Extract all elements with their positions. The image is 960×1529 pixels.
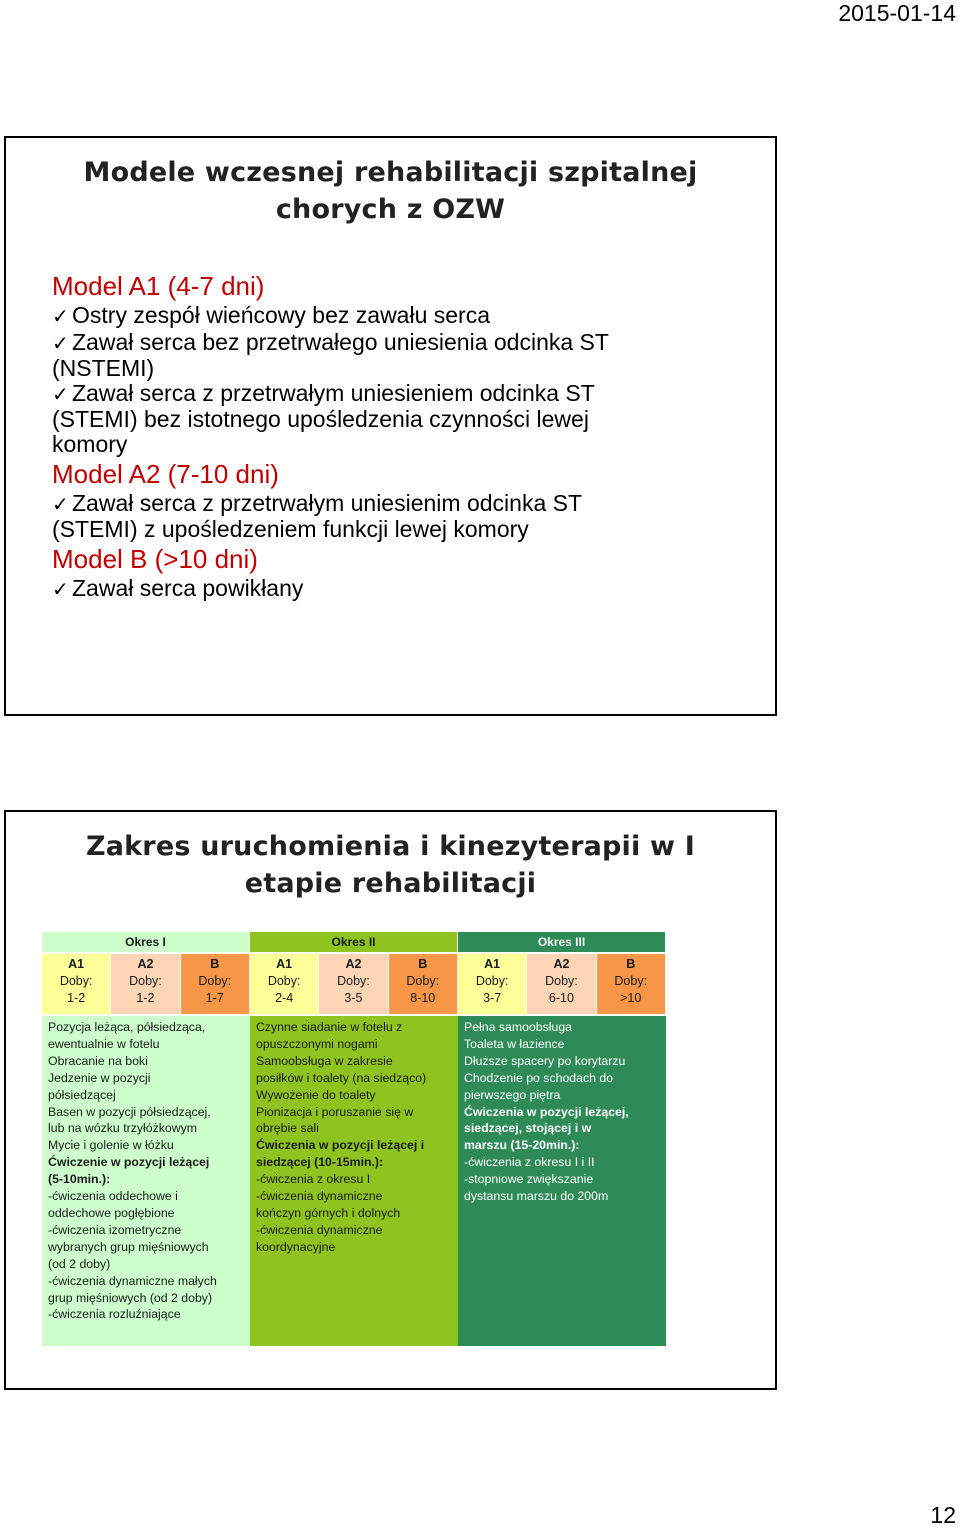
model-name: A2 [345,957,362,971]
bullet-text: Zawał serca z przetrwałym uniesienim odcinka ST [72,489,583,516]
model-days: 8-10 [410,991,436,1005]
column-line: (od 2 doby) [48,1256,111,1271]
model-cell [527,954,596,1014]
column-line: -stopniowe zwiększanie [464,1172,594,1187]
model-days: Doby: [614,974,648,988]
column-line: siedzącej (10-15min.): [256,1155,384,1170]
model-days: Doby: [475,974,509,988]
model-cell [181,954,250,1014]
model-name: A1 [484,957,501,971]
model-cell [319,954,388,1014]
model-heading: Model A1 (4-7 dni) [52,271,265,301]
model-days: 1-2 [136,991,155,1005]
bullet-text: Zawał serca bez przetrwałego uniesienia odcinka ST [72,328,609,355]
column-line: Pionizacja i poruszanie się w [256,1104,414,1119]
bullet-text: (STEMI) bez istotnego upośledzenia czynności lewej [52,406,589,433]
column-line: pierwszego piętra [464,1087,561,1102]
model-days: 3-7 [483,991,502,1005]
column-line: -ćwiczenia dynamiczne małych [48,1273,217,1288]
bullet-item [52,381,692,408]
bullet-text: (NSTEMI) [52,355,155,382]
bullet-continuation [52,407,692,432]
slide-rehab-table [4,810,777,1390]
slide-body [52,269,692,602]
column-line: Pełna samoobsługa [464,1020,573,1034]
bullet-continuation [52,356,692,381]
column-line: -ćwiczenia oddechowe i [48,1189,178,1204]
column-line: Ćwiczenia w pozycji leżącej i [256,1138,425,1153]
column-line: wybranych grup mięśniowych [48,1239,209,1254]
column-line: (5-10min.): [48,1172,111,1187]
column-line: -ćwiczenia z okresu I i II [464,1155,595,1170]
model-name: A1 [68,957,85,971]
column-line: -ćwiczenia dynamiczne [256,1222,383,1237]
model-days: Doby: [59,974,93,988]
column-line: lub na wózku trzyłóżkowym [48,1121,197,1136]
column-line: półsiedzącej [48,1087,116,1102]
bullet-continuation [52,517,692,542]
rehab-table [42,932,666,1348]
column-line: Samoobsługa w zakresie [256,1053,393,1068]
checkmark-icon: ✓ [52,306,69,328]
model-days: Doby: [337,974,370,988]
bullet-text: (STEMI) z upośledzeniem funkcji lewej komory [52,516,529,543]
column-line: Dłuższe spacery po korytarzu [464,1053,626,1068]
model-name: B [626,957,636,971]
checkmark-icon: ✓ [52,493,69,516]
checkmark-icon: ✓ [52,383,69,406]
bullet-item [52,330,692,357]
model-name: B [418,957,428,971]
model-days: 3-5 [344,991,363,1005]
bullet-item [52,303,692,330]
column-line: koordynacyjne [256,1239,336,1254]
model-cell [42,954,111,1014]
period-header: Okres I [42,932,250,952]
column-line: oddechowe pogłębione [48,1205,175,1220]
column-line: Chodzenie po schodach do [464,1070,614,1085]
column-line: Pozycja leżąca, półsiedząca, [48,1020,206,1034]
header-date: 2015-01-14 [838,0,956,26]
period-header: Okres II [250,932,458,952]
column-line: obrębie sali [256,1121,319,1136]
column-line: grup mięśniowych (od 2 doby) [48,1290,213,1305]
column-line: Basen w pozycji półsiedzącej, [48,1104,211,1119]
model-days: Doby: [267,974,301,988]
model-days: Doby: [198,974,232,988]
column-line: siedzącej, stojącej i w [464,1121,592,1136]
model-name: A2 [137,957,154,971]
model-heading: Model A2 (7-10 dni) [52,458,279,489]
model-name: A1 [276,957,293,971]
column-line: kończyn górnych i dolnych [256,1205,401,1220]
model-days: 6-10 [548,991,574,1005]
model-days: Doby: [406,974,440,988]
model-cell [111,954,180,1014]
column-line: Czynne siadanie w fotelu z [256,1020,403,1034]
column-line: ewentualnie w fotelu [48,1036,160,1051]
model-days: 1-7 [205,991,224,1005]
slide-title [6,154,775,228]
column-line: marszu (15-20min.): [464,1138,580,1153]
column-line: -ćwiczenia izometryczne [48,1222,182,1237]
model-cell [458,954,527,1014]
column-line: -ćwiczenia dynamiczne [256,1189,383,1204]
checkmark-icon: ✓ [52,332,69,355]
model-cell [389,954,458,1014]
period-column [42,1016,250,1346]
page-number: 12 [930,1502,956,1528]
period-column [458,1016,666,1346]
model-days: Doby: [545,974,578,988]
model-name: A2 [553,957,570,971]
column-line: Ćwiczenia w pozycji leżącej, [464,1104,629,1119]
column-line: -ćwiczenia rozluźniające [48,1307,181,1322]
model-cell [250,954,319,1014]
model-days: 1-2 [67,991,86,1005]
column-line: Ćwiczenie w pozycji leżącej [48,1155,210,1170]
bullet-continuation [52,432,692,457]
bullet-text: Ostry zespół wieńcowy bez zawału serca [72,302,490,328]
slide-title-line-2: etapie rehabilitacji [244,868,537,899]
slide-models [4,136,777,716]
bullet-text: komory [52,430,128,457]
model-days: >10 [620,991,642,1005]
bullet-text: Zawał serca powikłany [72,574,304,601]
column-line: posiłków i toalety (na siedząco) [256,1070,427,1085]
model-cell [597,954,666,1014]
column-line: Toaleta w łazience [464,1036,565,1051]
model-heading: Model B (>10 dni) [52,543,258,574]
column-line: Obracanie na boki [48,1053,148,1068]
bullet-text: Zawał serca z przetrwałym uniesieniem odcinka ST [72,379,595,406]
checkmark-icon: ✓ [52,578,69,601]
column-line: Wywożenie do toalety [256,1087,376,1102]
column-line: dystansu marszu do 200m [464,1189,609,1204]
column-line: Jedzenie w pozycji [48,1070,151,1085]
period-column [250,1016,458,1346]
slide-title [6,828,775,902]
period-header: Okres III [458,932,666,952]
bullet-item [52,491,692,518]
slide-title-line-2: chorych z OZW [275,194,506,225]
model-days: Doby: [129,974,162,988]
bullet-item [52,576,692,603]
column-line: -ćwiczenia z okresu I [256,1172,371,1187]
column-line: Mycie i golenie w łóżku [48,1138,174,1153]
column-line: opuszczonymi nogami [256,1036,378,1051]
model-days: 2-4 [275,991,294,1005]
slide-title-line-1: Zakres uruchomienia i kinezyterapii w I [85,831,696,862]
model-name: B [210,957,220,971]
slide-title-line-1: Modele wczesnej rehabilitacji szpitalnej [83,157,698,188]
